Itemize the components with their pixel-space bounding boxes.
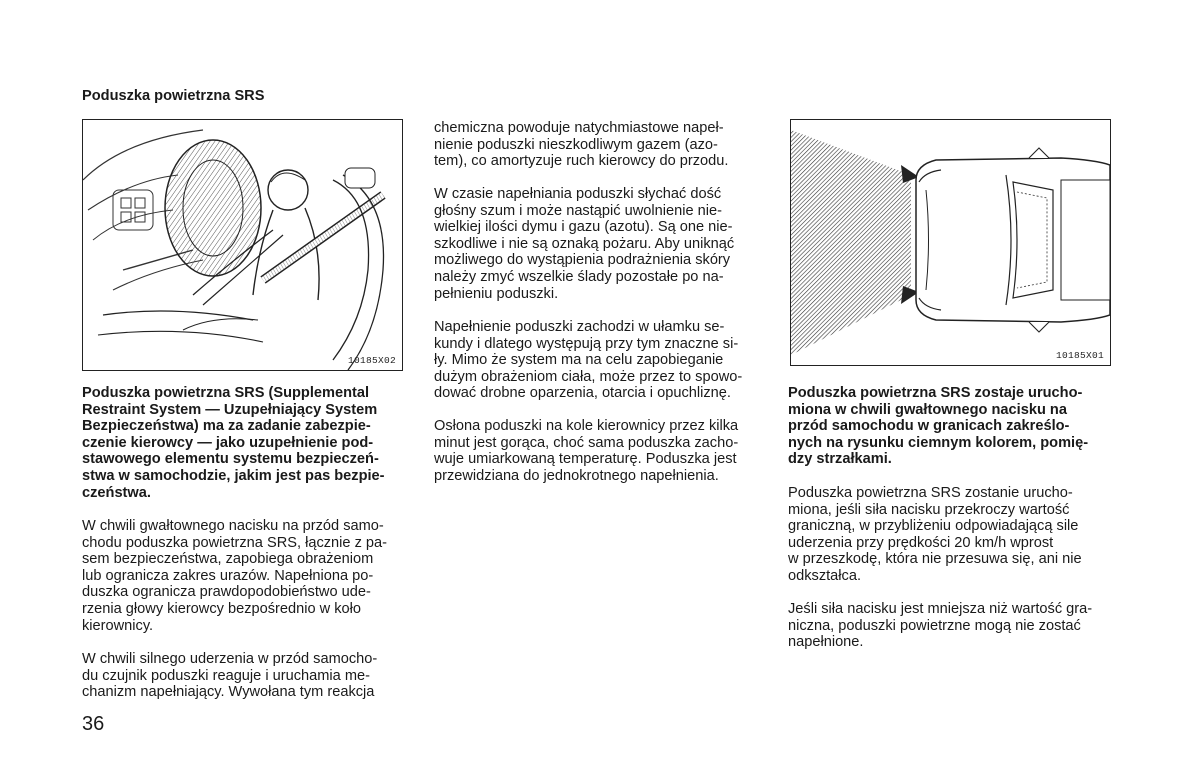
- text-line: W chwili gwałtownego nacisku na przód samo-: [82, 518, 384, 534]
- text-line: odkształca.: [788, 567, 862, 584]
- text-line: wuje umiarkowaną temperaturę. Poduszka jest: [434, 451, 737, 468]
- text-line: kundy i dlatego występują przy tym znaczne si-: [434, 335, 739, 352]
- figure-impact-zone: [790, 119, 1111, 366]
- text-line: tem), co amortyzuje ruch kierowcy do przodu.: [434, 153, 729, 170]
- text-line: kierownicy.: [82, 617, 154, 634]
- text-line: przewidziana do jednokrotnego napełnienia.: [434, 467, 719, 484]
- text-line: W chwili silnego uderzenia w przód samocho-: [82, 651, 378, 667]
- caption-line: Poduszka powietrzna SRS (Supplemental: [82, 385, 370, 401]
- middle-paragraph-3: [434, 319, 757, 402]
- left-paragraph-2: [82, 651, 403, 701]
- section-title: Poduszka powietrzna SRS: [82, 88, 265, 104]
- text-line: Osłona poduszki na kole kierownicy przez kilka: [434, 418, 739, 434]
- text-line: niczna, poduszki powietrzne mogą nie zostać: [788, 617, 1081, 634]
- middle-paragraph-2: [434, 186, 757, 302]
- figure-code: 10185X01: [1055, 350, 1104, 361]
- middle-paragraph-4: [434, 418, 757, 484]
- text-line: dować drobne oparzenia, otarcia i opuchliznę.: [434, 385, 731, 402]
- car-impact-zone-icon: [791, 120, 1110, 365]
- text-line: napełnione.: [788, 634, 864, 651]
- left-paragraph-1: [82, 518, 403, 634]
- text-line: sem bezpieczeństwa, zapobiega obrażeniom: [82, 551, 374, 568]
- text-line: minut jest gorąca, choć sama poduszka zacho-: [434, 434, 739, 451]
- text-line: miona, jeśli siła nacisku przekroczy wartość: [788, 501, 1070, 518]
- text-line: duszka ogranicza prawdopodobieństwo ude-: [82, 584, 371, 601]
- text-line: wielkiej ilości dymu i gazu (azotu). Są one nie-: [434, 219, 733, 236]
- caption-line: dzy strzałkami.: [788, 451, 892, 468]
- caption-line: Poduszka powietrzna SRS zostaje urucho-: [788, 385, 1083, 401]
- text-line: chodu poduszka powietrzna SRS, łącznie z pa-: [82, 534, 388, 551]
- right-paragraph-2: [788, 601, 1111, 651]
- caption-line: stawowego elementu systemu bezpieczeń-: [82, 451, 379, 468]
- text-line: uderzenia przy prędkości 20 km/h wprost: [788, 534, 1054, 551]
- text-line: należy zmyć wszelkie ślady pozostałe po na-: [434, 268, 724, 285]
- text-line: możliwego do wystąpienia podrażnienia skóry: [434, 252, 731, 269]
- text-line: głośny szum i może nastąpić uwolnienie nie-: [434, 202, 722, 219]
- middle-paragraph-1: [434, 120, 757, 170]
- text-line: graniczną, w przybliżeniu odpowiadającą sile: [788, 518, 1079, 535]
- text-line: chanizm napełniający. Wywołana tym reakcja: [82, 684, 375, 701]
- caption-line: czeństwa.: [82, 484, 151, 501]
- text-line: Poduszka powietrzna SRS zostanie urucho-: [788, 485, 1073, 501]
- caption-line: Bezpieczeństwa) ma za zadanie zabezpie-: [82, 418, 371, 435]
- text-line: W czasie napełniania poduszki słychać dość: [434, 186, 722, 202]
- text-line: szkodliwe i nie są oznaką pożaru. Aby uniknąć: [434, 235, 735, 252]
- page-number: 36: [82, 713, 105, 735]
- caption-line: przód samochodu w granicach zakreślo-: [788, 418, 1070, 435]
- caption-line: Restraint System — Uzupełniający System: [82, 401, 378, 418]
- text-line: Jeśli siła nacisku jest mniejsza niż wartość gra-: [788, 601, 1093, 617]
- right-figure-caption: [788, 385, 1111, 468]
- text-line: w przeszkodę, która nie przesuwa się, ani nie: [788, 551, 1082, 568]
- caption-line: miona w chwili gwałtownego nacisku na: [788, 401, 1067, 418]
- text-line: chemiczna powoduje natychmiastowe napeł-: [434, 120, 724, 136]
- right-paragraph-1: [788, 485, 1111, 585]
- caption-line: stwa w samochodzie, jakim jest pas bezpie-: [82, 467, 385, 484]
- caption-line: nych na rysunku ciemnym kolorem, pomię-: [788, 434, 1089, 451]
- driver-airbag-icon: [83, 120, 402, 370]
- text-line: ły. Mimo że system ma na celu zapobieganie: [434, 352, 724, 369]
- text-line: nienie poduszki nieszkodliwym gazem (azo-: [434, 136, 718, 153]
- text-line: rzenia głowy kierowcy bezpośrednio w koło: [82, 600, 362, 617]
- figure-code: 10185X02: [347, 355, 396, 366]
- caption-line: czenie kierowcy — jako uzupełnienie pod-: [82, 434, 374, 451]
- left-figure-caption: [82, 385, 403, 501]
- text-line: Napełnienie poduszki zachodzi w ułamku se-: [434, 319, 725, 335]
- figure-driver-airbag: [82, 119, 403, 371]
- text-line: pełnieniu poduszki.: [434, 285, 559, 302]
- text-line: lub ogranicza zakres urazów. Napełniona po-: [82, 567, 374, 584]
- text-line: dużym obrażeniom ciała, może przez to spowo-: [434, 368, 743, 385]
- text-line: du czujnik poduszki reaguje i uruchamia me-: [82, 667, 370, 684]
